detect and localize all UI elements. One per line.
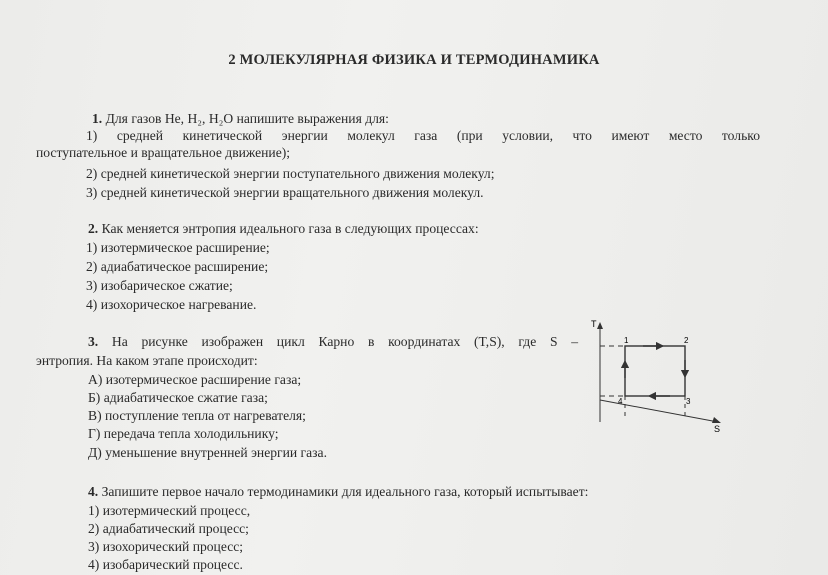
question-2-heading — [88, 221, 479, 237]
question-1-heading — [92, 111, 389, 127]
question-2-number: 2. — [88, 221, 99, 236]
question-1-item-2: 2) средней кинетической энергии поступательного движения молекул; — [86, 166, 495, 181]
question-2-item: 3) изобарическое сжатие; — [86, 278, 233, 293]
s-axis-label: S — [714, 424, 721, 434]
question-3-item: Б) адиабатическое сжатие газа; — [88, 390, 268, 405]
question-3-item: В) поступление тепла от нагревателя; — [88, 408, 306, 423]
question-1-text: Для газов He, H₂, H₂O напишите выражения для: — [105, 111, 389, 126]
question-1-item-1a: 1) средней кинетической энергии молекул газа (при условии, что имеют место только — [86, 128, 760, 143]
t-axis-arrow — [597, 322, 603, 329]
s-axis-arrow — [712, 417, 721, 423]
question-4-item: 3) изохорический процесс; — [88, 539, 244, 554]
question-2-text: Как меняется энтропия идеального газа в следующих процессах: — [101, 221, 479, 236]
point-2-label: 2 — [684, 336, 689, 345]
question-4-number: 4. — [88, 484, 99, 499]
question-4-item: 4) изобарический процесс. — [88, 557, 243, 572]
question-2-item: 4) изохорическое нагревание. — [86, 297, 257, 312]
question-4-text: Запишите первое начало термодинамики для идеального газа, который испытывает: — [101, 484, 589, 499]
point-1-label: 1 — [624, 336, 629, 345]
question-3-text-a: На рисунке изображен цикл Карно в координатах (T,S), где S – — [111, 334, 579, 349]
point-4-label: 4 — [618, 397, 623, 406]
question-4-heading — [88, 484, 588, 500]
carnot-ts-diagram — [588, 316, 738, 436]
carnot-cycle — [625, 346, 685, 396]
question-1-item-3: 3) средней кинетической энергии вращательного движения молекул. — [86, 185, 484, 200]
question-3-heading — [88, 334, 578, 350]
t-axis-label: T — [591, 319, 597, 329]
question-3-item: Г) передача тепла холодильнику; — [88, 426, 279, 441]
question-3-item: А) изотермическое расширение газа; — [88, 372, 302, 387]
question-2-item: 2) адиабатическое расширение; — [86, 259, 269, 274]
question-1-number: 1. — [92, 111, 103, 126]
question-4-item: 2) адиабатический процесс; — [88, 521, 249, 536]
question-4-item: 1) изотермический процесс, — [88, 503, 251, 518]
point-3-label: 3 — [686, 397, 691, 406]
question-3-number: 3. — [88, 334, 99, 349]
question-1-item-1b: поступательное и вращательное движение); — [36, 145, 291, 160]
question-3-text-b: энтропия. На каком этапе происходит: — [36, 353, 258, 368]
question-2-item: 1) изотермическое расширение; — [86, 240, 270, 255]
question-3-item: Д) уменьшение внутренней энергии газа. — [88, 445, 327, 460]
page-title: 2 МОЛЕКУЛЯРНАЯ ФИЗИКА И ТЕРМОДИНАМИКА — [228, 52, 600, 68]
